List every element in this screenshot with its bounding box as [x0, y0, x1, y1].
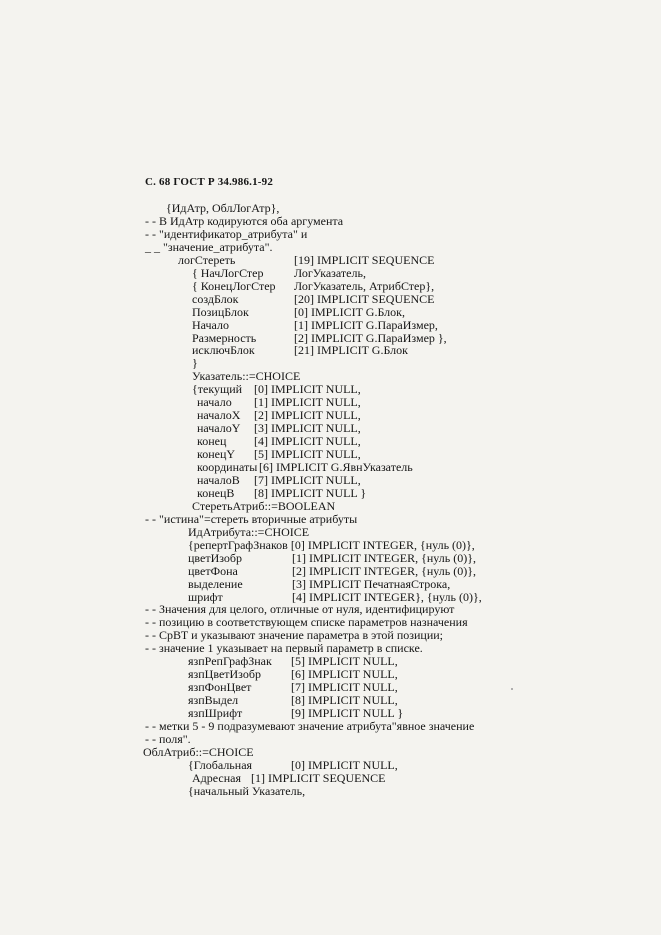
line-text: цветИзобр	[188, 550, 243, 565]
line-value: [6] IMPLICIT G.ЯвнУказатель	[259, 460, 413, 474]
text-line	[0, 344, 661, 357]
line-text: ОблАтриб::=CHOICE	[143, 744, 254, 759]
line-value: [19] IMPLICIT SEQUENCE	[294, 252, 435, 267]
text-line	[0, 565, 661, 578]
text-line	[0, 746, 661, 759]
line-text: исключБлок	[192, 343, 255, 358]
line-value: [2] IMPLICIT G.ПараИзмер },	[294, 330, 447, 345]
line-value: [5] IMPLICIT NULL,	[291, 654, 398, 669]
text-line	[0, 578, 661, 591]
text-line	[0, 487, 661, 500]
line-text: {ИдАтр, ОблЛогАтр},	[166, 201, 280, 215]
line-value: [9] IMPLICIT NULL }	[291, 706, 404, 721]
line-text: {репертГрафЗнаков [0] IMPLICIT INTEGER, {нуль (0)},	[188, 537, 475, 552]
text-line	[0, 215, 661, 228]
text-line	[0, 720, 661, 733]
line-value: [21] IMPLICIT G.Блок	[294, 343, 408, 358]
line-value: ЛогУказатель, АтрибСтер},	[294, 278, 435, 293]
text-line	[0, 228, 661, 241]
line-text: - - Значения для целого, отличные от нуля, идентифицируют	[145, 602, 455, 617]
line-text: конец	[197, 434, 227, 449]
line-text: - - метки 5 - 9 подразумевают значение атрибута"явное значение	[145, 719, 475, 733]
line-text: Размерность	[192, 330, 257, 345]
line-text: ПозицБлок	[192, 304, 249, 319]
text-line	[0, 772, 661, 785]
line-value: [8] IMPLICIT NULL,	[291, 693, 398, 708]
line-text: выделение	[188, 576, 243, 591]
line-value: ЛогУказатель,	[294, 265, 366, 280]
line-text: - - "идентификатор_атрибута" и	[145, 226, 308, 241]
line-text: началоX	[197, 408, 241, 423]
line-value: [2] IMPLICIT INTEGER, {нуль (0)},	[292, 563, 476, 578]
line-text: { НачЛогСтер	[192, 265, 264, 280]
text-line	[0, 500, 661, 513]
text-line	[0, 526, 661, 539]
line-value: [3] IMPLICIT ПечатнаяСтрока,	[292, 576, 451, 591]
line-value: [4] IMPLICIT INTEGER}, {нуль (0)},	[292, 589, 482, 604]
line-value: [1] IMPLICIT SEQUENCE	[251, 770, 386, 785]
line-text: СтеретьАтриб::=BOOLEAN	[192, 498, 336, 513]
text-line	[0, 474, 661, 487]
line-text: - - В ИдАтр кодируются оба аргумента	[145, 213, 344, 228]
line-value: [20] IMPLICIT SEQUENCE	[294, 291, 435, 306]
line-text: язпРепГрафЗнак	[188, 654, 272, 669]
line-value: [8] IMPLICIT NULL }	[254, 485, 367, 500]
line-text: координаты	[197, 460, 258, 474]
text-line	[0, 319, 661, 332]
line-text: {текущий	[192, 382, 243, 397]
line-text: - - позицию в соответствующем списке параметров назначения	[145, 615, 468, 630]
text-line	[0, 357, 661, 370]
line-text: _ _ "значение_атрибута".	[145, 239, 273, 254]
scan-speck	[511, 688, 513, 690]
line-value: [1] IMPLICIT G.ПараИзмер,	[294, 317, 438, 332]
line-text: началоВ	[197, 472, 240, 487]
line-text: логСтереть	[178, 252, 236, 267]
line-value: [2] IMPLICIT NULL,	[254, 408, 361, 423]
line-value: [0] IMPLICIT NULL,	[254, 382, 361, 397]
line-value: [5] IMPLICIT NULL,	[254, 447, 361, 462]
line-text: Начало	[192, 317, 229, 332]
line-text: язпФонЦвет	[188, 680, 252, 695]
text-line	[0, 280, 661, 293]
line-text: { КонецЛогСтер	[192, 278, 276, 293]
line-text: начало	[197, 395, 232, 410]
text-line	[0, 552, 661, 565]
line-text: Указатель::=CHOICE	[192, 369, 301, 384]
line-text: {начальный Указатель,	[188, 783, 306, 798]
line-text: ИдАтрибута::=CHOICE	[188, 524, 310, 539]
line-text: язпШрифт	[188, 706, 243, 721]
line-text: конецY	[197, 447, 236, 462]
line-text: - - "истина"=стереть вторичные атрибуты	[145, 511, 358, 526]
line-value: [7] IMPLICIT NULL,	[291, 680, 398, 695]
line-value: [1] IMPLICIT NULL,	[254, 395, 361, 410]
line-value: [4] IMPLICIT NULL,	[254, 434, 361, 449]
line-text: {Глобальная	[188, 757, 253, 772]
line-value: [0] IMPLICIT G.Блок,	[294, 304, 405, 319]
page-header: С. 68 ГОСТ Р 34.986.1-92	[145, 176, 274, 188]
text-line	[0, 733, 661, 746]
line-text: язпВыдел	[188, 693, 239, 708]
text-line	[0, 539, 661, 552]
line-value: [3] IMPLICIT NULL,	[254, 421, 361, 436]
line-value: [6] IMPLICIT NULL,	[291, 667, 398, 682]
text-line	[0, 306, 661, 319]
line-text: Адресная	[192, 770, 241, 785]
line-text: }	[192, 356, 198, 371]
line-value: [0] IMPLICIT NULL,	[291, 757, 398, 772]
line-value: [1] IMPLICIT INTEGER, {нуль (0)},	[292, 550, 476, 565]
text-line	[0, 293, 661, 306]
line-text: цветФона	[188, 563, 238, 578]
line-text: создБлок	[192, 291, 239, 306]
line-text: началоY	[197, 421, 241, 436]
line-text: язпЦветИзобр	[188, 667, 261, 682]
line-value: [7] IMPLICIT NULL,	[254, 472, 361, 487]
line-text: шрифт	[188, 589, 223, 604]
line-text: - - поля".	[145, 731, 191, 746]
text-line	[0, 513, 661, 526]
text-line	[0, 241, 661, 254]
line-text: - - СрВТ и указывают значение параметра в этой позиции;	[145, 628, 444, 643]
text-line	[0, 254, 661, 267]
text-line	[0, 785, 661, 798]
line-text: - - значение 1 указывает на первый параметр в списке.	[145, 641, 423, 656]
text-line	[0, 759, 661, 772]
line-text: конецВ	[197, 485, 235, 500]
text-line	[0, 267, 661, 280]
